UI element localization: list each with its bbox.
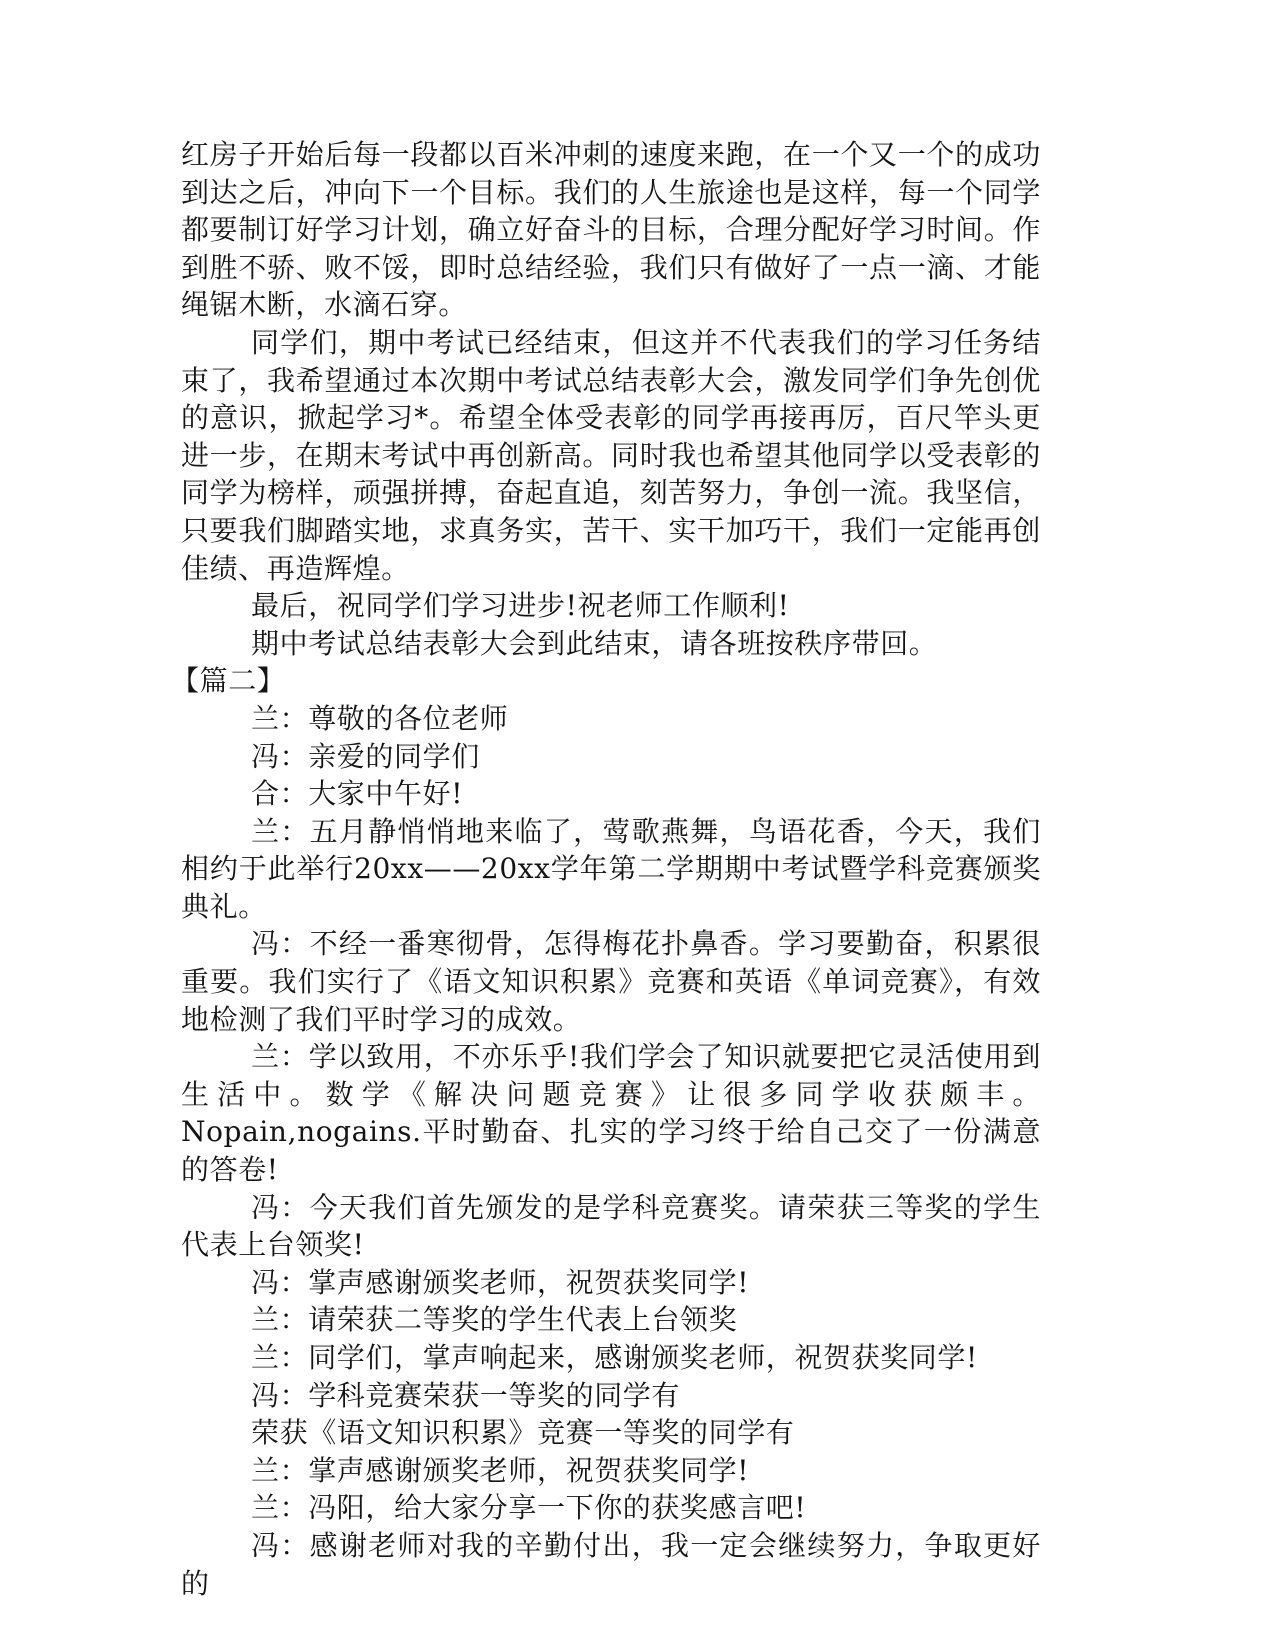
document-page	[171, 136, 1041, 1602]
script-line: 冯：学科竞赛荣获一等奖的同学有	[251, 1378, 681, 1412]
paragraph-hope: 同学们，期中考试已经结束，但这并不代表我们的学习任务结束了，我希望通过本次期中考试总结表彰大会，激发同学们争先创优的意识，掀起学习*。希望全体受表彰的同学再接再厉，百尺竿头更进一步，在期末考试中再创新高。同时我也希望其他同学以受表彰的同学为榜样，顽强拼搏，奋起直追，刻苦努力，争创一流。我坚信，只要我们脚踏实地，求真务实，苦干、实干加巧干，我们一定能再创佳绩、再造辉煌。	[181, 325, 1041, 585]
script-line: 兰：同学们，掌声响起来，感谢颁奖老师，祝贺获奖同学!	[251, 1341, 978, 1374]
paragraph-wishes: 最后，祝同学们学习进步!祝老师工作顺利!	[251, 589, 790, 623]
script-line: 冯：感谢老师对我的辛勤付出，我一定会继续努力，争取更好的	[181, 1528, 1041, 1600]
script-line: 冯：不经一番寒彻骨，怎得梅花扑鼻香。学习要勤奋，积累很重要。我们实行了《语文知识积累》竞赛和英语《单词竞赛》，有效地检测了我们平时学习的成效。	[181, 927, 1041, 1036]
script-line: 冯：亲爱的同学们	[251, 739, 480, 773]
paragraph-closing: 期中考试总结表彰大会到此结束，请各班按秩序带回。	[251, 626, 938, 660]
script-line: 兰：学以致用，不亦乐乎!我们学会了知识就要把它灵活使用到生活中。数学《解决问题竞赛》让很多同学收获颇丰。Nopain,nogains.平时勤奋、扎实的学习终于给自己交了一份满意的答卷!	[181, 1040, 1041, 1187]
script-line: 兰：尊敬的各位老师	[251, 701, 509, 735]
script-line: 荣获《语文知识积累》竞赛一等奖的同学有	[251, 1416, 795, 1450]
script-line: 兰：冯阳，给大家分享一下你的获奖感言吧!	[251, 1491, 807, 1525]
script-line: 合：大家中午好!	[251, 777, 464, 811]
script-line: 兰：请荣获二等奖的学生代表上台领奖	[251, 1303, 738, 1337]
script-line: 冯：今天我们首先颁发的是学科竞赛奖。请荣获三等奖的学生代表上台领奖!	[181, 1190, 1041, 1262]
script-line: 兰：掌声感谢颁奖老师，祝贺获奖同学!	[251, 1453, 750, 1487]
section-heading: 【篇二】	[171, 664, 286, 698]
script-line: 兰：五月静悄悄地来临了，莺歌燕舞，鸟语花香，今天，我们相约于此举行20xx——20xx学年第二学期期中考试暨学科竞赛颁奖典礼。	[181, 814, 1041, 923]
paragraph-intro: 红房子开始后每一段都以百米冲刺的速度来跑，在一个又一个的成功到达之后，冲向下一个目标。我们的人生旅途也是这样，每一个同学都要制订好学习计划，确立好奋斗的目标，合理分配好学习时间。作到胜不骄、败不馁，即时总结经验，我们只有做好了一点一滴、才能绳锯木断，水滴石穿。	[181, 138, 1041, 322]
script-line: 冯：掌声感谢颁奖老师，祝贺获奖同学!	[251, 1265, 750, 1299]
